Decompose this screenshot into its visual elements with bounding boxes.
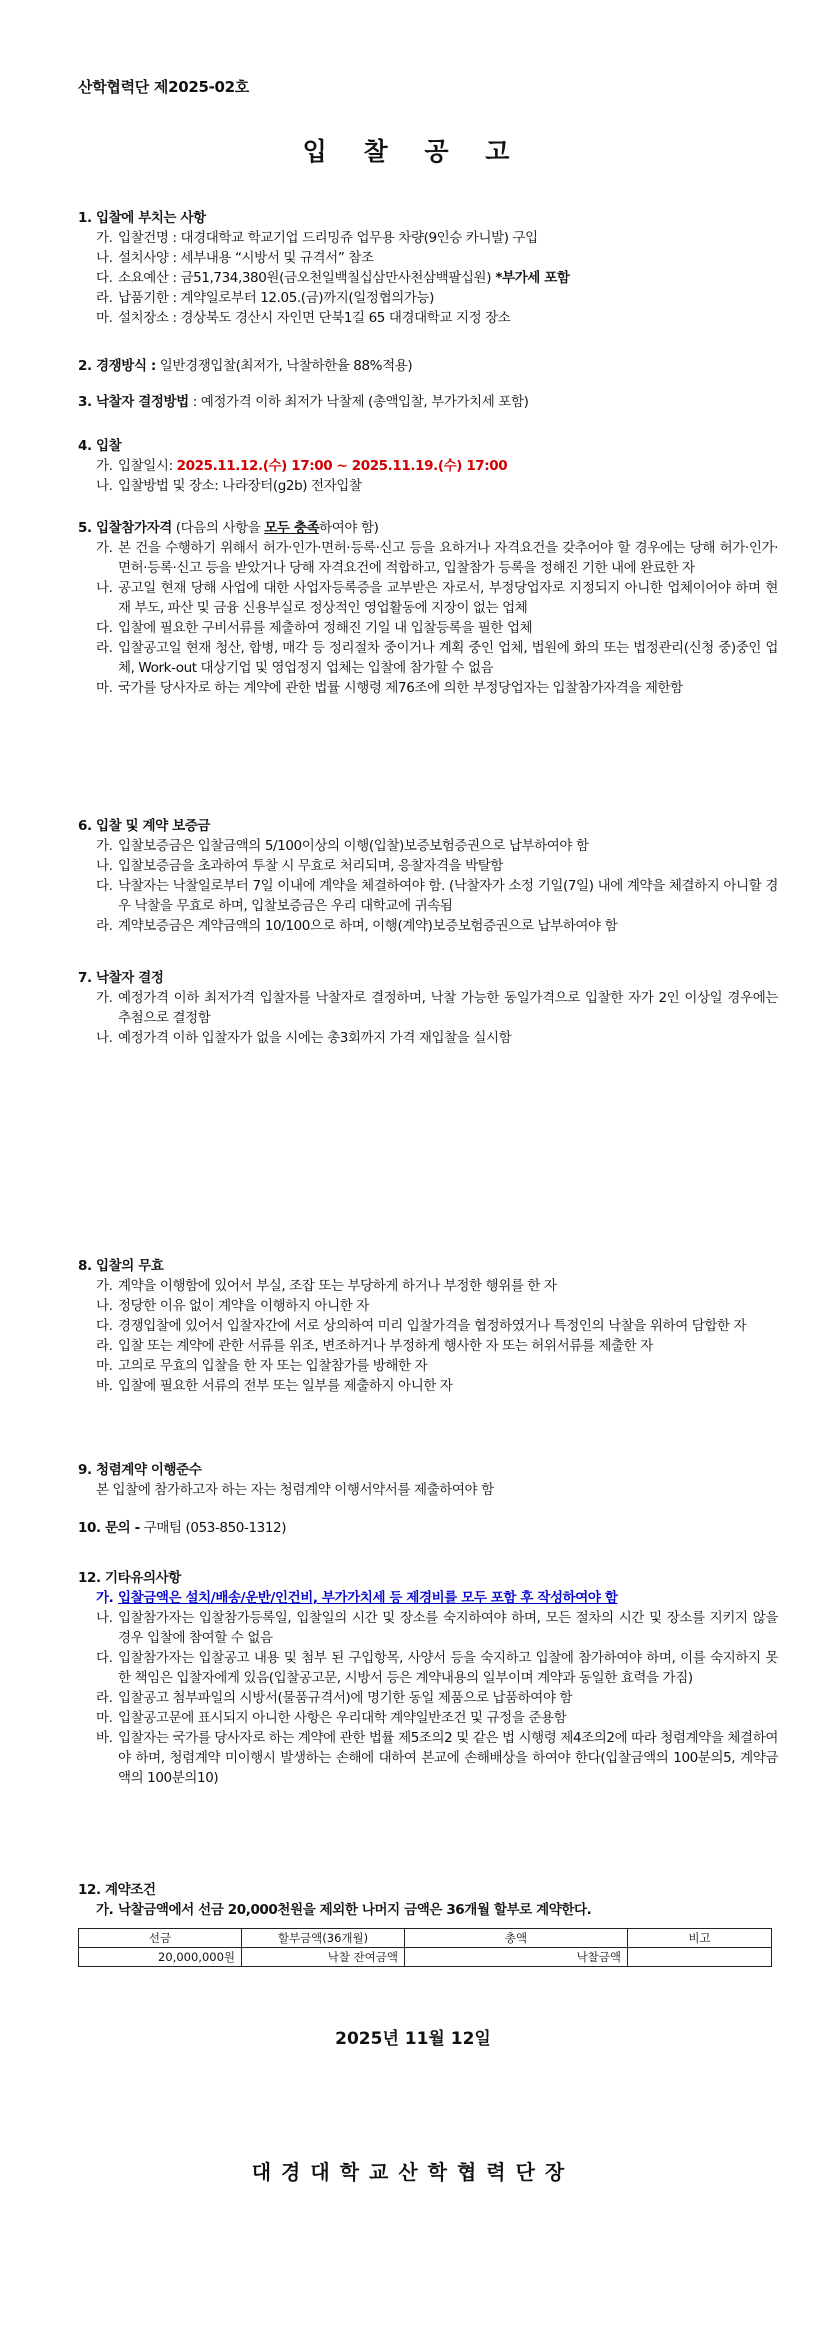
issue-date: 2025년 11월 12일 <box>335 2029 491 2049</box>
bid-period: 2025.11.12.(수) 17:00 ~ 2025.11.19.(수) 17:00 <box>176 458 508 474</box>
section-heading: 4. 입찰 <box>78 438 122 454</box>
list-item: 가. 입찰금액은 설치/배송/운반/인건비, 부가가치세 등 제경비를 모두 포함 후 작성하여야 함 <box>78 1588 778 1608</box>
table-cell: 20,000,000원 <box>79 1948 242 1967</box>
table-cell <box>628 1948 772 1967</box>
list-item: 가. 낙찰금액에서 선금 20,000천원을 제외한 나머지 금액은 36개월 할부로 계약한다. <box>96 1902 592 1918</box>
list-item: 바. 입찰자는 국가를 당사자로 하는 계약에 관한 법률 제5조의2 및 같은 법 시행령 제4조의2에 따라 청렴계약을 체결하여야 하며, 청렴계약 미이행시 발생하는 손해에 대하여 본교에 손해배상을 하여야 한다(입찰금액의 100분의5, 계약금액의 100분의10) <box>96 1730 778 1786</box>
section-heading: 5. 입찰참가자격 <box>78 520 172 536</box>
list-item: 라. 입찰공고일 현재 청산, 합병, 매각 등 정리절차 중이거나 계획 중인 업체, 법원에 화의 또는 법정관리(신청 중)중인 업체, Work-out 대상기업 및 영업정지 업체는 입찰에 참가할 수 없음 <box>96 640 778 676</box>
column-header: 할부금액(36개월) <box>242 1929 405 1948</box>
list-item: 가. 입찰건명 : 대경대학교 학교기업 드리밍쥬 업무용 차량(9인승 카니발) 구입 <box>96 230 538 246</box>
section-10: 10. 문의 - 구매팀 (053-850-1312) <box>78 1520 287 1536</box>
section-5: 5. 입찰참가자격 (다음의 사항을 모두 충족하여야 함) 가. 본 건을 수행하기 위해서 허가·인가·면허·등록·신고 등을 요하거나 자격요건을 갖추어야 할 경우에는 당해 허가·인가·면허·등록·신고 등을 받았거나 당해 자격요건에 적합하고, 입찰참가 등록을 정해진 기한 내에 완료한 자 나. 공고일 현재 당해 사업에 대한 사업자등록증을 교부받은 자로서, 부정당업자로 지정되지 아니한 업체이어야 하며 현재 부도, 파산 및 금융 신용부실로 정상적인 영업활동에 지장이 없는 업체 다. 입찰에 필요한 구비서류를 제출하여 정해진 기일 내 입찰등록을 필한 업체 라. 입찰공고일 현재 청산, 합병, 매각 등 정리절차 중이거나 계획 중인 업체, 법원에 화의 또는 법정관리(신청 중)중인 업체, Work-out 대상기업 및 영업정지 업체는 입찰에 참가할 수 없음 마. 국가를 당사자로 하는 계약에 관한 법률 시행령 제76조에 의한 부정당업자는 입찰참가자격을 제한함 <box>78 520 778 696</box>
list-item: 바. 입찰에 필요한 서류의 전부 또는 일부를 제출하지 아니한 자 <box>96 1378 453 1394</box>
list-item: 나. 입찰참가자는 입찰참가등록일, 입찰일의 시간 및 장소를 숙지하여야 하며, 모든 절차의 시간 및 장소를 지키지 않을 경우 입찰에 참여할 수 없음 <box>96 1610 778 1646</box>
list-item: 나. 설치사양 : 세부내용 “시방서 및 규격서” 참조 <box>96 250 374 266</box>
list-item: 가. 입찰일시: 2025.11.12.(수) 17:00 ~ 2025.11.19.(수) 17:00 <box>96 458 508 474</box>
list-item: 마. 설치장소 : 경상북도 경산시 자인면 단북1길 65 대경대학교 지정 장소 <box>96 310 511 326</box>
list-item: 마. 고의로 무효의 입찰을 한 자 또는 입찰참가를 방해한 자 <box>96 1358 428 1374</box>
payment-table <box>78 1928 772 1967</box>
section-8 <box>78 1256 778 1396</box>
section-heading: 12. 기타유의사항 <box>78 1570 181 1586</box>
bid-amount-notice: 입찰금액은 설치/배송/운반/인건비, 부가가치세 등 제경비를 모두 포함 후 작성하여야 함 <box>118 1590 618 1606</box>
section-heading: 9. 청렴계약 이행준수 <box>78 1462 202 1478</box>
document-number: 산학협력단 제2025-02호 <box>78 78 250 96</box>
section-heading: 2. 경쟁방식 : <box>78 358 156 374</box>
list-item: 다. 입찰에 필요한 구비서류를 제출하여 정해진 기일 내 입찰등록을 필한 업체 <box>96 620 533 636</box>
section-12-notes <box>78 1568 778 1788</box>
list-item: 나. 입찰보증금을 초과하여 투찰 시 무효로 처리되며, 응찰자격을 박탈함 <box>96 858 504 874</box>
section-heading: 8. 입찰의 무효 <box>78 1258 164 1274</box>
section-heading: 1. 입찰에 부치는 사항 <box>78 210 206 226</box>
list-item: 라. 입찰 또는 계약에 관한 서류를 위조, 변조하거나 부정하게 행사한 자 또는 허위서류를 제출한 자 <box>96 1338 653 1354</box>
column-header: 총액 <box>405 1929 628 1948</box>
list-item: 마. 국가를 당사자로 하는 계약에 관한 법률 시행령 제76조에 의한 부정당업자는 입찰참가자격을 제한함 <box>96 680 683 696</box>
section-7 <box>78 968 778 1048</box>
section-4 <box>78 436 778 496</box>
vat-note: *부가세 포함 <box>491 270 570 286</box>
section-2: 2. 경쟁방식 : 일반경쟁입찰(최저가, 낙찰하한율 88%적용) <box>78 358 413 374</box>
list-item: 나. 예정가격 이하 입찰자가 없을 시에는 총3회까지 가격 재입찰을 실시함 <box>96 1030 512 1046</box>
list-item: 나. 공고일 현재 당해 사업에 대한 사업자등록증을 교부받은 자로서, 부정당업자로 지정되지 아니한 업체이어야 하며 현재 부도, 파산 및 금융 신용부실로 정상적인 영업활동에 지장이 없는 업체 <box>96 580 778 616</box>
section-9: 9. 청렴계약 이행준수 본 입찰에 참가하고자 하는 자는 청렴계약 이행서약서를 제출하여야 함 <box>78 1460 778 1500</box>
table-row <box>79 1948 772 1967</box>
list-item: 다. 입찰참가자는 입찰공고 내용 및 첨부 된 구입항목, 사양서 등을 숙지하고 입찰에 참가하여야 하며, 이를 숙지하지 못한 책임은 입찰자에게 있음(입찰공고문, 시방서 등은 계약내용의 일부이며 계약과 동일한 효력을 가짐) <box>96 1650 778 1686</box>
list-item: 다. 낙찰자는 낙찰일로부터 7일 이내에 계약을 체결하여야 함. (낙찰자가 소정 기일(7일) 내에 계약을 체결하지 아니할 경우 낙찰을 무효로 하며, 입찰보증금은 우리 대학교에 귀속됨 <box>96 878 778 914</box>
page-title: 입 찰 공 고 <box>302 137 524 166</box>
section-heading: 6. 입찰 및 계약 보증금 <box>78 818 211 834</box>
list-item: 가. 예정가격 이하 최저가격 입찰자를 낙찰자로 결정하며, 낙찰 가능한 동일가격으로 입찰한 자가 2인 이상일 경우에는 추첨으로 결정함 <box>96 990 778 1026</box>
section-heading: 3. 낙찰자 결정방법 <box>78 394 189 410</box>
list-item: 다. 경쟁입찰에 있어서 입찰자간에 서로 상의하여 미리 입찰가격을 협정하였거나 특정인의 낙찰을 위하여 담합한 자 <box>96 1318 747 1334</box>
list-item: 라. 계약보증금은 계약금액의 10/100으로 하며, 이행(계약)보증보험증권으로 납부하여야 함 <box>96 918 618 934</box>
section-heading: 7. 낙찰자 결정 <box>78 970 164 986</box>
list-item: 마. 입찰공고문에 표시되지 아니한 사항은 우리대학 계약일반조건 및 규정을 준용함 <box>96 1710 567 1726</box>
column-header: 비고 <box>628 1929 772 1948</box>
section-1 <box>78 208 778 328</box>
list-item: 라. 납품기한 : 계약일로부터 12.05.(금)까지(일정협의가능) <box>96 290 435 306</box>
section-6 <box>78 816 778 936</box>
list-item: 가. 입찰보증금은 입찰금액의 5/100이상의 이행(입찰)보증보험증권으로 납부하여야 함 <box>96 838 589 854</box>
list-item: 가. 계약을 이행함에 있어서 부실, 조잡 또는 부당하게 하거나 부정한 행위를 한 자 <box>96 1278 557 1294</box>
list-item: 나. 정당한 이유 없이 계약을 이행하지 아니한 자 <box>96 1298 369 1314</box>
issuer-name: 대경대학교산학협력단장 <box>251 2160 575 2184</box>
column-header: 선금 <box>79 1929 242 1948</box>
table-cell: 낙찰 잔여금액 <box>242 1948 405 1967</box>
section-heading: 12. 계약조건 <box>78 1882 156 1898</box>
list-item: 라. 입찰공고 첨부파일의 시방서(물품규격서)에 명기한 동일 제품으로 납품하여야 함 <box>96 1690 573 1706</box>
list-item: 다. 소요예산 : 금51,734,380원(금오천일백칠십삼만사천삼백팔십원) *부가세 포함 <box>96 270 570 286</box>
section-contract-conditions <box>78 1880 778 1920</box>
list-item: 나. 입찰방법 및 장소: 나라장터(g2b) 전자입찰 <box>96 478 362 494</box>
table-header-row <box>79 1929 772 1948</box>
section-heading: 10. 문의 - <box>78 1520 140 1536</box>
list-item: 가. 본 건을 수행하기 위해서 허가·인가·면허·등록·신고 등을 요하거나 자격요건을 갖추어야 할 경우에는 당해 허가·인가·면허·등록·신고 등을 받았거나 당해 자격요건에 적합하고, 입찰참가 등록을 정해진 기한 내에 완료한 자 <box>96 540 778 576</box>
table-cell: 낙찰금액 <box>405 1948 628 1967</box>
section-3: 3. 낙찰자 결정방법 : 예정가격 이하 최저가 낙찰제 (총액입찰, 부가가치세 포함) <box>78 394 529 410</box>
